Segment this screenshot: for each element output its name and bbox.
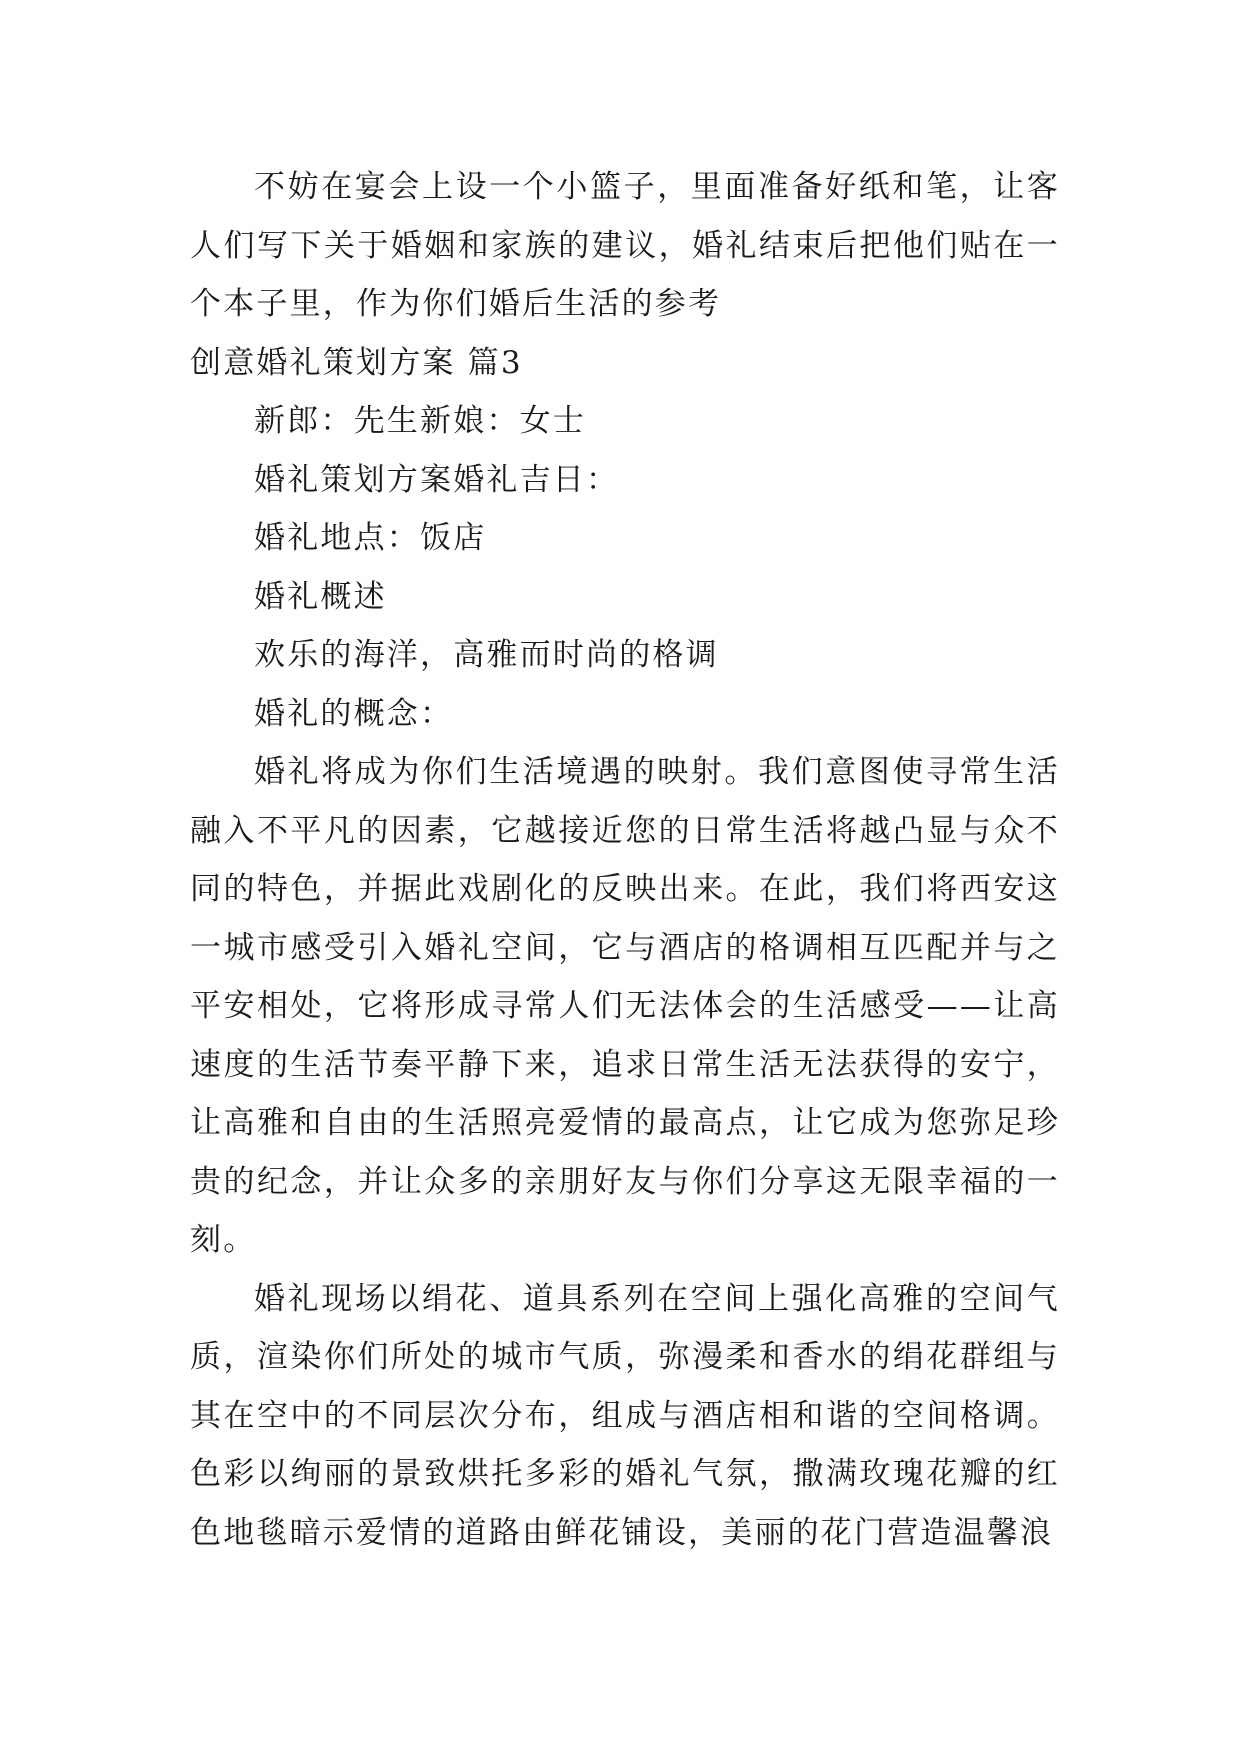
paragraph-concept: 婚礼将成为你们生活境遇的映射。我们意图使寻常生活融入不平凡的因素，它越接近您的日常生活将越凸显与众不同的特色，并据此戏剧化的反映出来。在此，我们将西安这一城市感受引入婚礼空间，它与酒店的格调相互匹配并与之平安相处，它将形成寻常人们无法体会的生活感受——让高速度的生活节奏平静下来，追求日常生活无法获得的安宁，让高雅和自由的生活照亮爱情的最高点，让它成为您弥足珍贵的纪念，并让众多的亲朋好友与你们分享这无限幸福的一刻。 — [190, 754, 1060, 1258]
wedding-venue-line: 婚礼地点：饭店 — [254, 520, 487, 556]
groom-bride-line: 新郎：先生新娘：女士 — [254, 403, 586, 439]
wedding-concept-heading: 婚礼的概念： — [254, 695, 454, 732]
paragraph-guest-advice: 不妨在宴会上设一个小篮子，里面准备好纸和笔，让客人们写下关于婚姻和家族的建议，婚礼结束后把他们贴在一个本子里，作为你们婚后生活的参考 — [190, 169, 1060, 322]
wedding-theme-line: 欢乐的海洋，高雅而时尚的格调 — [254, 637, 719, 673]
wedding-date-line: 婚礼策划方案婚礼吉日： — [254, 461, 620, 498]
wedding-overview-heading: 婚礼概述 — [254, 578, 387, 615]
paragraph-venue-decoration: 婚礼现场以绢花、道具系列在空间上强化高雅的空间气质，渲染你们所处的城市气质，弥漫柔和香水的绢花群组与其在空中的不同层次分布，组成与酒店相和谐的空间格调。色彩以绚丽的景致烘托多彩的婚礼气氛，撒满玫瑰花瓣的红色地毯暗示爱情的道路由鲜花铺设，美丽的花门营造温馨浪 — [190, 1280, 1060, 1551]
section-title: 创意婚礼策划方案 篇3 — [190, 344, 523, 381]
document-body — [190, 158, 1060, 1562]
